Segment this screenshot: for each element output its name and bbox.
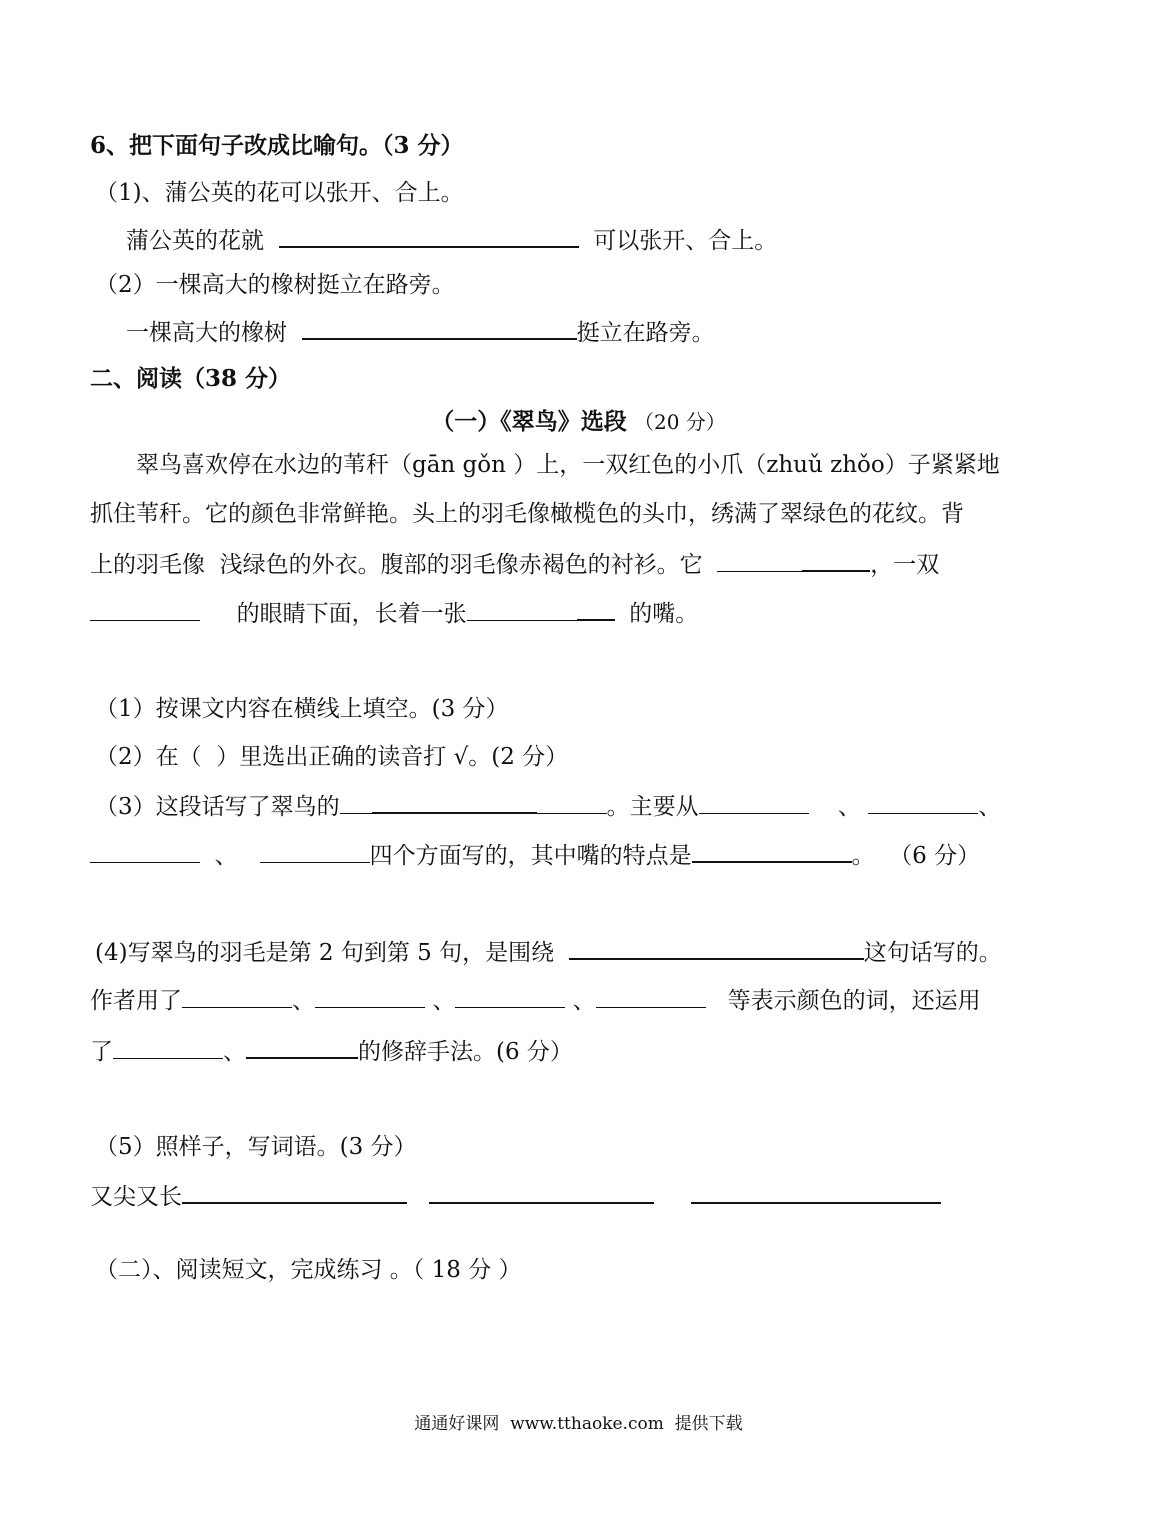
question-6-sentence-1: （1)、蒲公英的花可以张开、合上。 [95, 180, 464, 206]
subsection-title-text: （一）《翠鸟》选段 [431, 408, 627, 435]
reading-question-5: （5）照样子，写词语。(3 分） [95, 1134, 417, 1160]
fill-blank[interactable] [692, 839, 852, 863]
fill-blank[interactable] [340, 791, 372, 814]
question-4b-suffix: 等表示颜色的词，还运用 [727, 988, 981, 1014]
question-3-mid-text: 。主要从 [606, 794, 699, 820]
question-6-title: 6、把下面句子改成比喻句。（3 分） [90, 132, 464, 159]
fill-blank[interactable] [246, 1035, 358, 1059]
page-footer: 通通好课网 www.tthaoke.com 提供下载 [414, 1414, 743, 1434]
fill-blank[interactable] [372, 790, 537, 814]
answer-2-suffix: 挺立在路旁。 [576, 320, 715, 346]
reading-question-4-cont [90, 985, 981, 1016]
separator: 、 [292, 988, 315, 1014]
reading-question-4-end [90, 1035, 573, 1067]
reading-question-3-cont [90, 839, 980, 871]
fill-blank[interactable] [90, 598, 200, 621]
answer-2-prefix: 一棵高大的橡树 [126, 320, 287, 346]
passage-line-3 [90, 548, 939, 580]
fill-blank[interactable] [868, 791, 978, 814]
question-4b-text: 作者用了 [90, 988, 182, 1014]
fill-blank[interactable] [699, 791, 809, 814]
passage-line-4-text: 的眼睛下面，长着一张 [236, 601, 467, 627]
separator: 、 [432, 988, 456, 1014]
fill-blank[interactable] [467, 598, 577, 621]
answer-1-suffix: 可以张开、合上。 [593, 228, 778, 254]
separator: 、 [978, 794, 1002, 820]
passage-line-2: 抓住苇秆。它的颜色非常鲜艳。头上的羽毛像橄榄色的头巾，绣满了翠绿色的花纹。背 [90, 501, 964, 527]
section-heading-reading: 二、阅读（38 分） [90, 365, 292, 392]
fill-blank[interactable] [90, 840, 200, 863]
separator: 、 [837, 794, 861, 820]
fill-blank[interactable] [577, 597, 615, 621]
subsection-title-1 [0, 407, 1157, 437]
separator: 、 [214, 843, 238, 869]
fill-blank[interactable] [569, 936, 864, 960]
fill-blank[interactable] [802, 548, 870, 572]
question-4-text: (4)写翠鸟的羽毛是第 2 句到第 5 句，是围绕 [95, 940, 555, 966]
fill-blank[interactable] [182, 985, 292, 1008]
passage-line-4-suffix: 的嘴。 [629, 601, 699, 627]
reading-question-3 [95, 790, 1001, 822]
fill-blank[interactable] [717, 549, 802, 572]
reading-question-2: （2）在（ ）里选出正确的读音打 √。(2 分） [95, 744, 569, 770]
separator: 、 [572, 988, 596, 1014]
word-blank[interactable] [429, 1180, 654, 1204]
question-6-answer-2 [126, 316, 715, 348]
fill-blank[interactable] [455, 985, 565, 1008]
passage-line-3-text: 上的羽毛像 浅绿色的外衣。腹部的羽毛像赤褐色的衬衫。它 [90, 552, 703, 578]
word-example: 又尖又长 [90, 1184, 182, 1210]
fill-blank[interactable] [596, 985, 706, 1008]
separator: 、 [223, 1039, 246, 1065]
passage-line-1: 翠鸟喜欢停在水边的苇秆（gān gǒn ）上，一双红色的小爪（zhuǔ zhǒo）子紧紧地 [136, 452, 1000, 478]
question-6-answer-1 [126, 224, 777, 256]
passage-line-4 [90, 597, 698, 629]
fill-blank[interactable] [315, 985, 425, 1008]
word-blank[interactable] [182, 1180, 407, 1204]
question-3-text: （3）这段话写了翠鸟的 [95, 794, 340, 820]
question-4-suffix: 这句话写的。 [863, 940, 1002, 966]
question-3-score: 。 （6 分） [851, 843, 981, 869]
answer-1-prefix: 蒲公英的花就 [126, 228, 264, 254]
reading-question-4 [95, 936, 1002, 968]
answer-blank[interactable] [302, 316, 577, 340]
question-4c-suffix: 的修辞手法。(6 分） [358, 1039, 573, 1065]
question-4c-text: 了 [90, 1039, 113, 1065]
word-blank[interactable] [691, 1180, 941, 1204]
fill-blank[interactable] [260, 840, 370, 863]
word-example-row [90, 1180, 941, 1212]
subsection-score: （20 分） [634, 410, 726, 434]
answer-blank[interactable] [279, 224, 579, 248]
question-6-sentence-2: （2）一棵高大的橡树挺立在路旁。 [95, 272, 455, 298]
subsection-title-2: （二）、阅读短文，完成练习 。（ 18 分 ） [95, 1257, 522, 1283]
fill-blank[interactable] [537, 791, 607, 814]
question-3-cont-text: 四个方面写的，其中嘴的特点是 [369, 843, 692, 869]
passage-line-3-suffix: ，一双 [870, 552, 940, 578]
reading-question-1: （1）按课文内容在横线上填空。(3 分） [95, 696, 509, 722]
fill-blank[interactable] [113, 1036, 223, 1059]
